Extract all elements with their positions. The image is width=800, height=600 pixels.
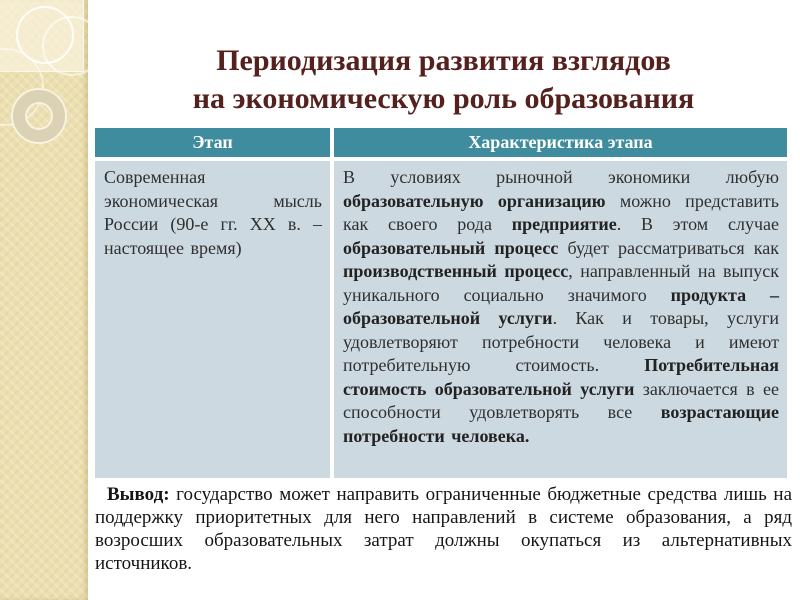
slide-title-line2: на экономическую роль образования	[192, 82, 695, 115]
slide-content	[95, 0, 792, 600]
stage-cell: Современная экономическая мысль России (90-е гг. XX в. – настоящее время)	[95, 161, 330, 478]
slide-title	[95, 42, 792, 118]
characteristic-cell: В условиях рыночной экономики любую образовательную организацию можно представить как своего рода предприятие. В этом случае образовательный процесс будет рассматриваться как производственный процесс, направленный на выпуск уникального социально значимого продукта – образовательной услуги. Как и товары, услуги удовлетворяют потребности человека и имеют потребительную стоимость. Потребительная стоимость образовательной услуги заключается в ее способности удовлетворять все возрастающие потребности человека.	[334, 161, 787, 478]
conclusion-text: Вывод: государство может направить ограниченные бюджетные средства лишь на поддержку приоритетных для него направлений в системе образования, а ряд возросших образовательных затрат должны окупаться из альтернативных источников.	[95, 484, 792, 574]
stage-table	[95, 128, 787, 478]
table-header-characteristic: Характеристика этапа	[334, 128, 787, 157]
decorative-ring-icon	[13, 90, 65, 142]
slide-title-line1: Периодизация развития взглядов	[216, 44, 671, 77]
decorative-sidebar	[0, 0, 88, 600]
table-header-stage: Этап	[95, 128, 330, 157]
